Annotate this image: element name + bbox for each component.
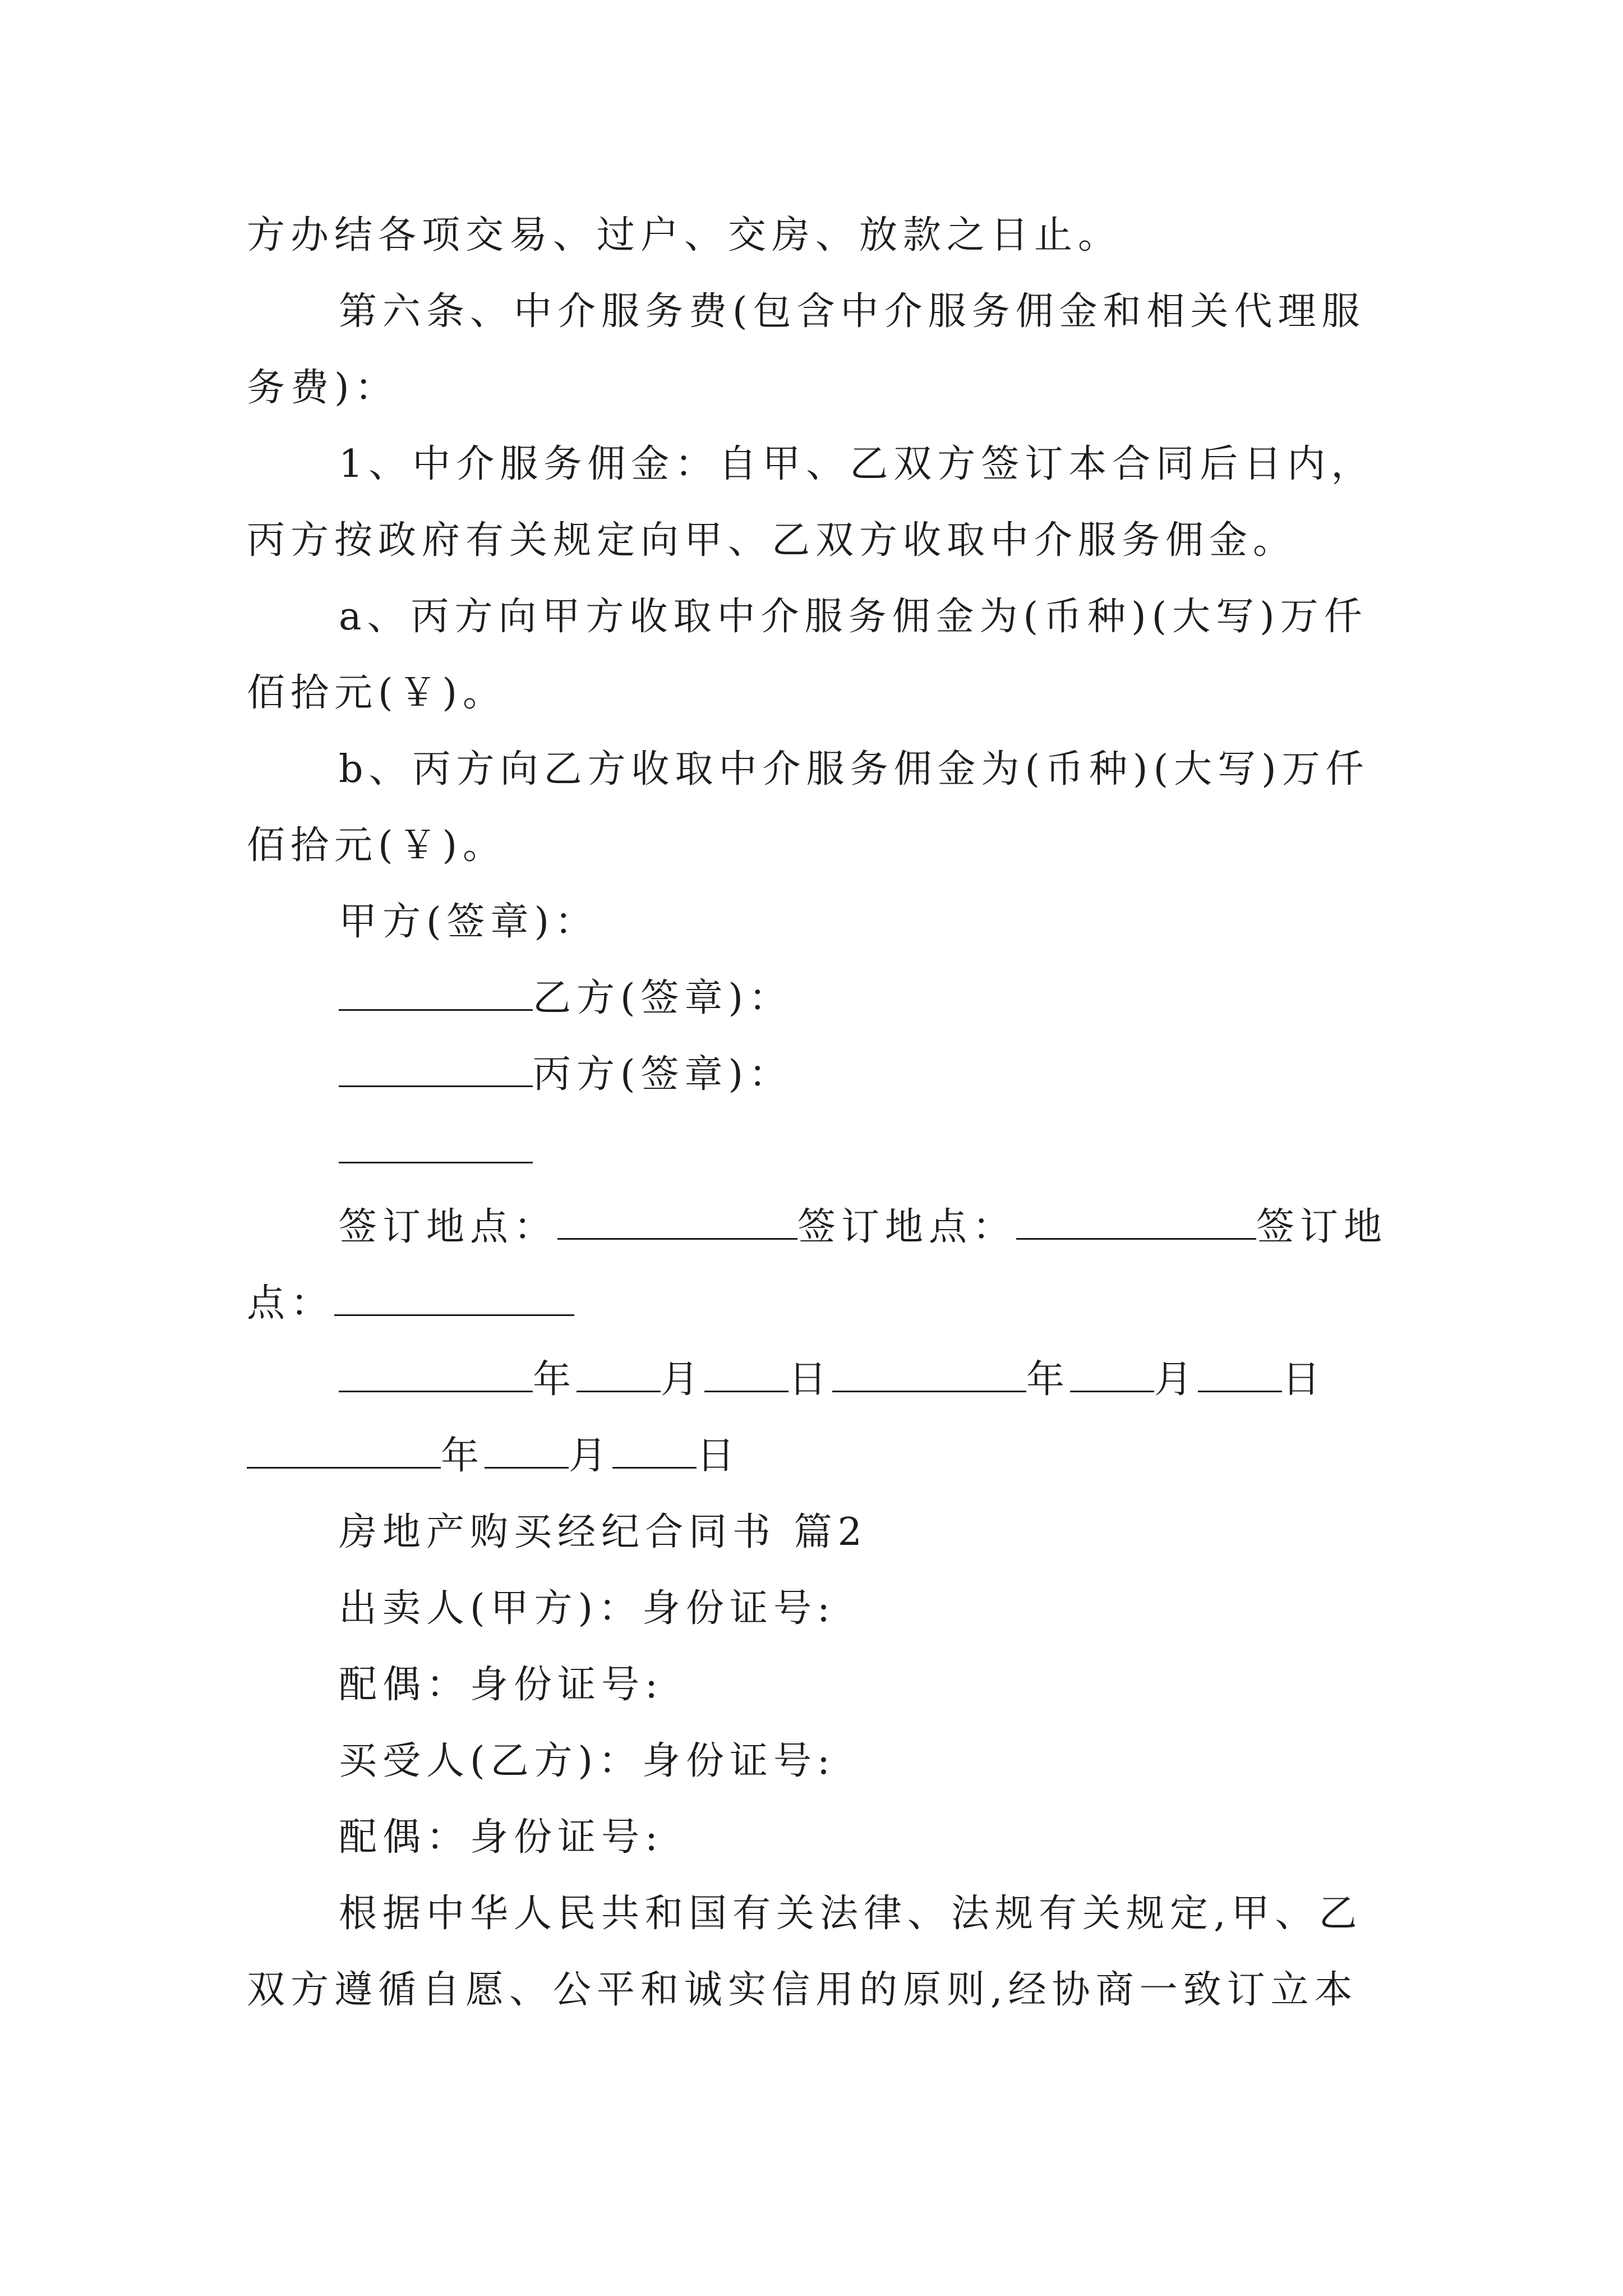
party-c-signature-line — [339, 1048, 792, 1102]
month-blank — [1070, 1355, 1154, 1392]
sign-place-label: 签订地点： — [339, 1205, 558, 1249]
day-blank — [704, 1355, 789, 1392]
sign-place-blank — [557, 1202, 797, 1240]
text-line: 方办结各项交易、过户、交房、放款之日止。 — [247, 213, 1122, 257]
year-label: 年 — [441, 1434, 485, 1478]
party-b-signature-line — [339, 972, 792, 1025]
sign-place-label: 签订地 — [1256, 1205, 1388, 1249]
text-line: 佰拾元(￥)。 — [247, 823, 507, 868]
signature-blank — [339, 1050, 533, 1087]
text-line: 务费)： — [247, 366, 399, 410]
buyer-spouse-line: 配偶：身份证号: — [339, 1815, 663, 1860]
month-label: 月 — [1154, 1358, 1198, 1402]
party-b-signature: 乙方(签章)： — [533, 976, 793, 1020]
day-blank — [612, 1431, 697, 1469]
day-blank — [1198, 1355, 1282, 1392]
clause-b: b、丙方向乙方收取中介服务佣金为(币种)(大写)万仟 — [339, 747, 1370, 792]
year-label: 年 — [1026, 1358, 1071, 1402]
signature-blank — [339, 973, 533, 1011]
date-line — [339, 1353, 1326, 1407]
year-blank — [247, 1431, 441, 1469]
signature-blank-line — [339, 1124, 533, 1178]
party-a-signature: 甲方(签章)： — [339, 900, 599, 944]
paragraph-line: 双方遵循自愿、公平和诚实信用的原则,经协商一致订立本 — [247, 1968, 1358, 2012]
seller-spouse-line: 配偶：身份证号: — [339, 1663, 663, 1707]
sign-place-line — [339, 1200, 1387, 1254]
day-label: 日 — [697, 1434, 741, 1478]
clause-a: a、丙方向甲方收取中介服务佣金为(币种)(大写)万仟 — [339, 595, 1368, 639]
sign-place-label: 签订地点： — [797, 1205, 1017, 1249]
date-line-2 — [247, 1429, 740, 1483]
year-blank — [832, 1355, 1026, 1392]
month-blank — [485, 1431, 569, 1469]
sign-place-blank — [1016, 1202, 1256, 1240]
party-c-signature: 丙方(签章)： — [533, 1052, 793, 1097]
buyer-line: 买受人(乙方)：身份证号: — [339, 1739, 836, 1783]
day-label: 日 — [1282, 1358, 1326, 1402]
sign-place-blank — [334, 1278, 574, 1316]
text-line: 佰拾元(￥)。 — [247, 671, 507, 715]
year-label: 年 — [533, 1358, 577, 1402]
paragraph-line: 根据中华人民共和国有关法律、法规有关规定,甲、乙 — [339, 1892, 1363, 1936]
month-label: 月 — [569, 1434, 613, 1478]
article-6-heading: 第六条、中介服务费(包含中介服务佣金和相关代理服 — [339, 289, 1366, 334]
section-title: 房地产购买经纪合同书 篇2 — [339, 1510, 868, 1554]
seller-line: 出卖人(甲方)：身份证号: — [339, 1586, 836, 1631]
month-label: 月 — [661, 1358, 705, 1402]
sign-place-label: 点： — [247, 1281, 335, 1326]
text-line: 丙方按政府有关规定向甲、乙双方收取中介服务佣金。 — [247, 518, 1297, 563]
day-label: 日 — [789, 1358, 833, 1402]
signature-blank — [339, 1126, 533, 1163]
year-blank — [339, 1355, 533, 1392]
sign-place-line-2 — [247, 1277, 574, 1331]
month-blank — [577, 1355, 661, 1392]
clause-1: 1、中介服务佣金：自甲、乙双方签订本合同后日内， — [339, 442, 1375, 486]
